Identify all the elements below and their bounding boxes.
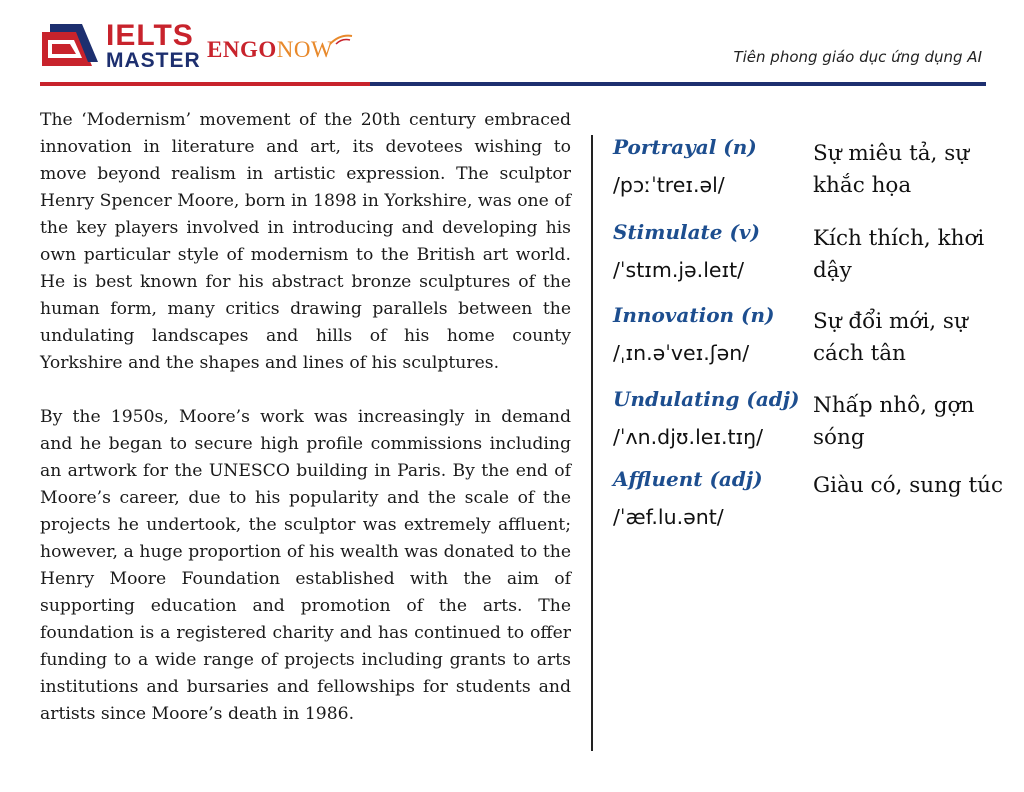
tagline: Tiên phong giáo dục ứng dụng AI [733, 48, 982, 66]
header-rule [40, 82, 986, 86]
vocab-entry [613, 384, 1013, 466]
vocab-meaning: Giàu có, sung túc [813, 473, 1004, 498]
vocab-ipa: /ˌɪn.əˈveɪ.ʃən/ [613, 341, 750, 365]
vocab-ipa: /ˈʌn.djʊ.leɪ.tɪŋ/ [613, 425, 764, 449]
vocab-word: Undulating (adj) [613, 387, 800, 411]
vocab-ipa: /ˈstɪm.jə.leɪt/ [613, 258, 745, 282]
vocab-word: Portrayal (n) [613, 135, 757, 159]
header-rule-blue [370, 82, 986, 86]
column-divider [591, 135, 593, 751]
vocab-meaning: Kích thích, khơi dậy [813, 226, 985, 283]
vocab-word: Innovation (n) [613, 303, 775, 327]
vocab-meaning: Sự đổi mới, sự cách tân [813, 309, 968, 366]
passage-paragraph: By the 1950s, Moore’s work was increasingly in demand and he began to secure high profile commissions including an artwork for the UNESCO building in Paris. By the end of Moore’s career, due to his popularity and the scale of the projects he undertook, the sculptor was extremely affluent; however, a huge proportion of his wealth was donated to the Henry Moore Foundation established with the aim of supporting education and promotion of the arts. The foundation is a registered charity and has continued to offer funding to a wide range of projects including grants to arts institutions and bursaries and fellowships for students and artists since Moore’s death in 1986. [40, 407, 571, 724]
brand-ielts: IELTS [106, 19, 194, 52]
header-rule-red [40, 82, 370, 86]
brand-now: NOW [276, 37, 334, 62]
vocab-entry [613, 132, 1013, 214]
brand-engonow [207, 38, 333, 62]
reading-passage [40, 107, 571, 755]
brand-master: MASTER [106, 49, 201, 72]
vocab-ipa: /pɔːˈtreɪ.əl/ [613, 173, 725, 197]
vocab-entry [613, 300, 1013, 382]
vocab-meaning: Sự miêu tả, sự khắc họa [813, 141, 970, 198]
passage-paragraph: The ‘Modernism’ movement of the 20th century embraced innovation in literature and art, its devotees wishing to move beyond realism in artistic expression. The sculptor Henry Spencer Moore, born in 1898 in Yorkshire, was one of the key players involved in introducing and developing his own particular style of modernism to the British art world. He is best known for his abstract bronze sculptures of the human form, many critics drawing parallels between the undulating landscapes and hills of his home county Yorkshire and the shapes and lines of his sculptures. [40, 110, 571, 373]
vocab-ipa: /ˈæf.lu.ənt/ [613, 505, 724, 529]
vocab-entry [613, 464, 1013, 546]
vocab-entry [613, 217, 1013, 299]
ielts-master-logo-icon [40, 22, 104, 70]
vocab-word: Stimulate (v) [613, 220, 761, 244]
sparkle-icon [328, 32, 354, 46]
page-header [0, 0, 1024, 92]
vocab-word: Affluent (adj) [613, 467, 763, 491]
vocab-meaning: Nhấp nhô, gợn sóng [813, 393, 975, 450]
brand-engo: ENGO [207, 37, 277, 62]
